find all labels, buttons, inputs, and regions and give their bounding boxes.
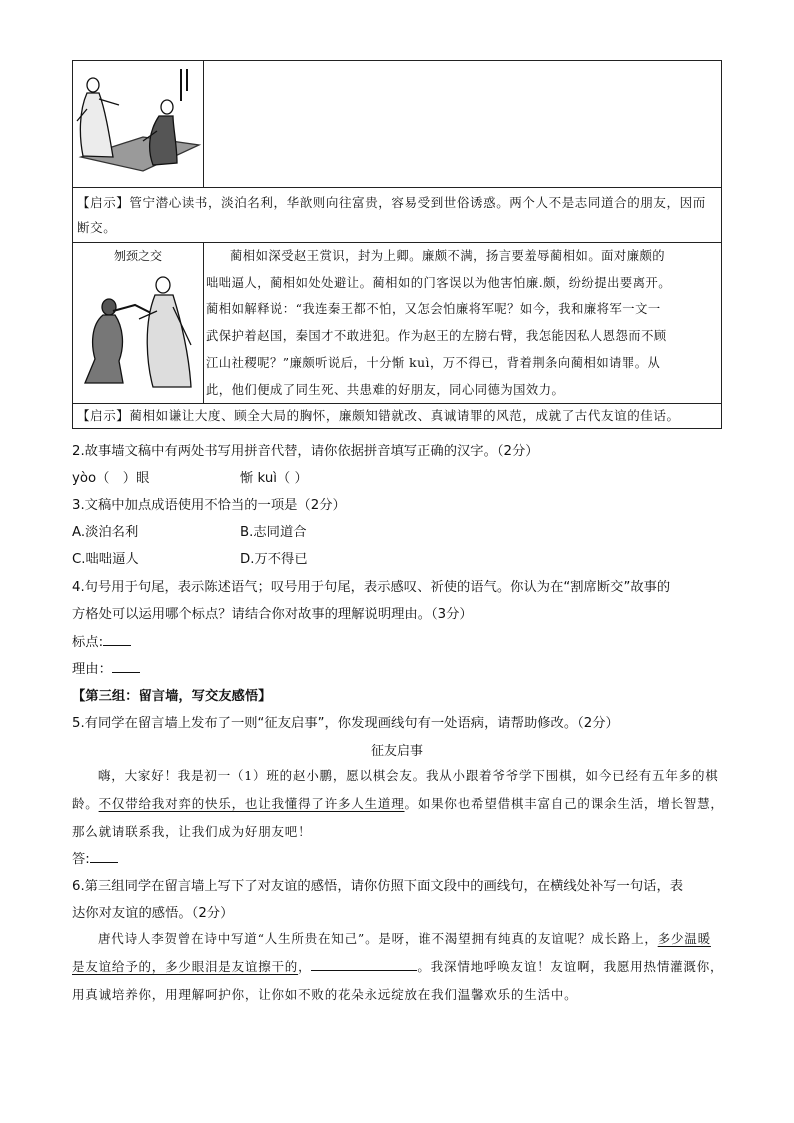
qishi-label-1: 【启示】 — [77, 195, 130, 210]
q5-answer-label: 答: — [72, 852, 90, 867]
group3-heading: 【第三组：留言墙，写交友感悟】 — [72, 689, 272, 704]
q4-punctuation-row — [72, 631, 131, 650]
notice-paragraph — [72, 762, 724, 846]
q3-option-a[interactable]: A.淡泊名利 — [72, 525, 139, 540]
notice-underlined-sentence: 不仅带给我对弈的快乐，也让我懂得了许多人生道理 — [98, 796, 405, 811]
illustration-cell-2 — [73, 243, 204, 404]
friendship-fill-blank[interactable] — [311, 958, 417, 971]
story-row-1 — [73, 61, 722, 188]
lx-line-6: 此，他们便成了同生死、共患难的好朋友，同心同德为国效力。 — [206, 382, 565, 397]
q3-stem: 3.文稿中加点成语使用不恰当的一项是（2分） — [72, 498, 346, 513]
notice-line-b3: 。如果你也希望借棋丰富自己的课余生活， — [404, 796, 658, 811]
q2-stem: 2.故事墙文稿中有两处书写用拼音代替，请你依据拼音填写正确的汉字。（2分） — [72, 444, 539, 459]
q4-punctuation-label: 标点: — [72, 635, 104, 650]
qishi-cell-1 — [73, 188, 722, 243]
illustration-cell-1 — [73, 61, 204, 188]
story-row-3 — [73, 243, 722, 404]
q5-stem: 5.有同学在留言墙上发布了一则“征友启事”，你发现画线句有一处语病，请帮助修改。（2分） — [72, 716, 619, 731]
notice-line-b1: 多的棋龄。 — [72, 768, 719, 811]
friendship-line-c: 热情灌溉你，用真诚培养你，用理解呵护你，让你如不败的花朵永远绽放在我们温馨欢乐的生活中。 — [72, 959, 724, 1002]
illustration-guanning-huaxin — [73, 61, 203, 187]
lx-line-1-text: 蔺相如深受赵王赏识，封为上卿。廉颇不满，扬言要羞辱蔺相如。面对廉颇的 — [230, 249, 666, 263]
story-table — [72, 60, 722, 429]
lx-line-3: 蔺相如解释说：“我连秦王都不怕，又怎会怕廉将军呢？如今，我和廉将军一文一 — [206, 302, 661, 317]
story-row-2 — [73, 188, 722, 243]
lx-line-4: 武保护着赵国，秦国才不敢进犯。作为赵王的左膀右臂，我怎能因私人恩怨而不顾 — [206, 329, 667, 344]
q6-stem-line-1: 6.第三组同学在留言墙上写下了对友谊的感悟，请你仿照下面文段中的画线句，在横线处补写一句话，表 — [72, 879, 684, 894]
illustration-title: 刎颈之交 — [113, 249, 162, 263]
friendship-line-b3: 。我深情地呼唤友谊！友谊啊，我愿用 — [417, 959, 644, 974]
q4-reason-label: 理由： — [72, 662, 112, 677]
q3-option-b[interactable]: B.志同道合 — [240, 525, 307, 540]
q2-item-b: 惭 kuì（ ） — [240, 471, 308, 486]
qishi-label-2: 【启示】 — [77, 408, 130, 424]
q5-answer-blank[interactable] — [90, 862, 118, 863]
q4-stem-line-1: 4.句号用于句尾，表示陈述语气；叹号用于句尾，表示感叹、祈使的语气。你认为在“割席断交”故事的 — [72, 580, 671, 595]
story-row-4 — [73, 404, 722, 429]
q5-answer-row — [72, 848, 118, 867]
notice-line-c: 增长智慧，那么就请联系我，让我们成为好朋友吧！ — [72, 796, 724, 839]
q3-option-d[interactable]: D.万不得已 — [240, 552, 308, 567]
notice-line-a: 嗨，大家好！我是初一（1）班的赵小鹏，愿以棋会友。我从小跟着爷爷学下围棋，如今已经有五年 — [98, 768, 679, 783]
q6-stem-line-2: 达你对友谊的感悟。（2分） — [72, 906, 234, 921]
friendship-underlined-a2: 多 — [657, 931, 671, 946]
q3-option-c[interactable]: C.咄咄逼人 — [72, 552, 139, 567]
q4-punctuation-blank[interactable] — [103, 645, 131, 646]
q4-reason-blank[interactable] — [112, 672, 140, 673]
lx-line-5: 江山社稷呢？”廉颇听说后，十分惭 kuì，万不得已，背着荆条向蔺相如请罪。从 — [206, 355, 661, 370]
friendship-paragraph — [72, 925, 724, 1009]
q2-item-a: yòo（ ）眼 — [72, 471, 150, 486]
friendship-comma: ， — [298, 959, 312, 974]
qishi-text-2: 蔺相如谦让大度、顾全大局的胸怀，廉颇知错就改、真诚请罪的风范，成就了古代友谊的佳话。 — [129, 408, 680, 424]
qishi-cell-2 — [73, 404, 722, 429]
notice-title: 征友启事 — [370, 744, 423, 759]
qishi-text-1: 管宁潜心读书，淡泊名利，华歆则向往富贵，容易受到世俗诱惑。两个人不是志同道合的朋友，因而断交。 — [77, 195, 706, 235]
lx-line-2: 咄咄逼人，蔺相如处处避让。蔺相如的门客误以为他害怕廉.颇，纷纷提出要离开。 — [206, 275, 672, 290]
story-text-cell-1 — [204, 61, 722, 188]
lianpo-story-cell — [204, 243, 722, 404]
friendship-line-a1: 唐代诗人李贺曾在诗中写道“人生所贵在知己”。是呀，谁不渴望拥有纯真的友谊呢？成长路上， — [98, 931, 658, 946]
illustration-lianpo-lin — [73, 265, 203, 393]
friendship-underlined-b1: 少温暖是友谊给予的，多少眼泪是友谊擦干的 — [72, 931, 711, 974]
lx-line-1 — [206, 243, 719, 270]
q4-stem-line-2: 方格处可以运用哪个标点？请结合你对故事的理解说明理由。（3分） — [72, 607, 473, 622]
q4-reason-row — [72, 658, 140, 677]
